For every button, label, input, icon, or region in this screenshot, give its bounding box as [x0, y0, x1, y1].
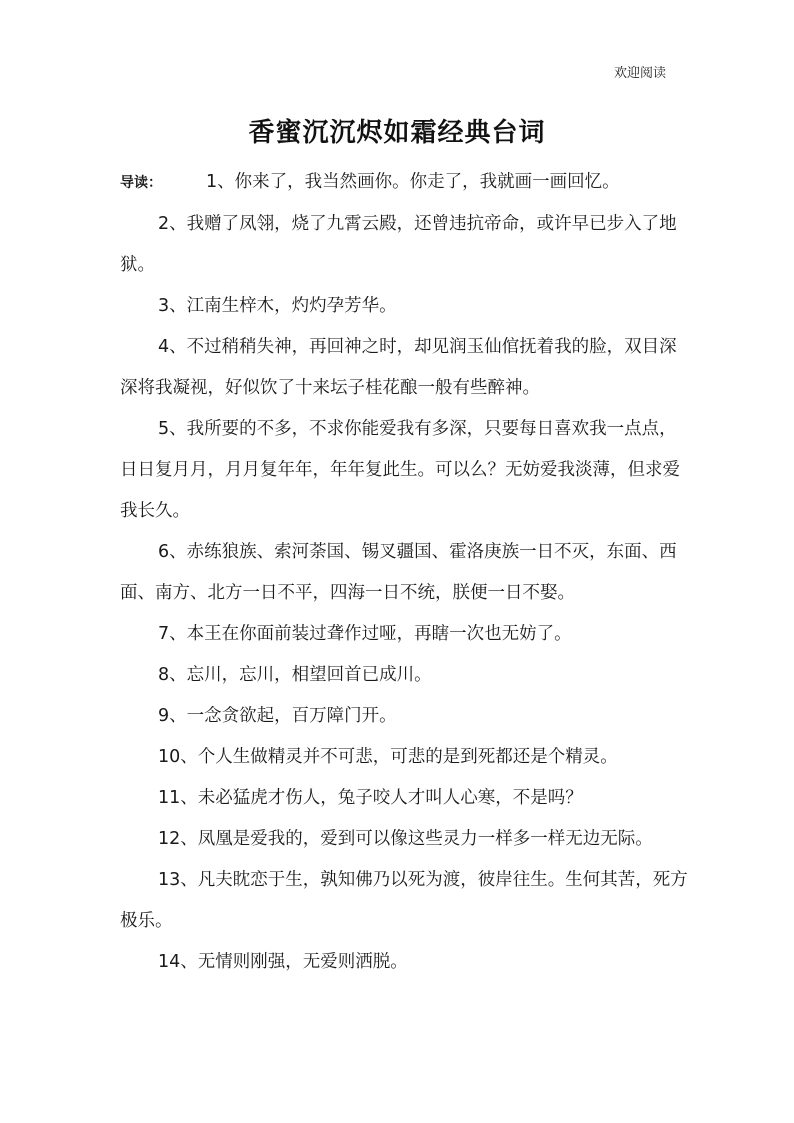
- quote-paragraph: 4、不过稍稍失神，再回神之时，却见润玉仙倌抚着我的脸，双目深深将我凝视，好似饮了十来坛子桂花酿一般有些醉神。: [120, 337, 677, 398]
- lead-line: 1、你来了，我当然画你。你走了，我就画一画回忆。: [206, 172, 620, 192]
- quote-paragraph: 2、我赠了凤翎，烧了九霄云殿，还曾违抗帝命，或许早已步入了地狱。: [120, 214, 677, 275]
- lead-paragraph: [120, 162, 688, 204]
- quote-paragraph: 8、忘川，忘川，相望回首已成川。: [158, 665, 432, 685]
- quote-paragraph: 13、凡夫眈恋于生，孰知佛乃以死为渡，彼岸往生。生何其苦，死方极乐。: [120, 870, 688, 931]
- quote-paragraph: 11、未必猛虎才伤人，兔子咬人才叫人心寒，不是吗？: [158, 788, 583, 808]
- quote-paragraph: 12、凤凰是爱我的，爱到可以像这些灵力一样多一样无边无际。: [158, 829, 653, 849]
- quote-paragraph: 6、赤练狼族、索河荼国、锡叉疆国、霍洛庚族一日不灭，东面、西面、南方、北方一日不平，四海一日不统，朕便一日不娶。: [120, 542, 677, 603]
- quote-paragraph: 5、我所要的不多，不求你能爱我有多深，只要每日喜欢我一点点，日日复月月，月月复年年，年年复此生。可以么？无妨爱我淡薄，但求爱我长久。: [120, 419, 680, 521]
- quote-paragraph: 3、江南生梓木，灼灼孕芳华。: [158, 296, 397, 316]
- page-title: 香蜜沉沉烬如霜经典台词: [248, 118, 546, 148]
- lead-label: 导读：: [120, 175, 162, 191]
- header-text: 欢迎阅读: [613, 66, 666, 81]
- quote-paragraph: 14、无情则刚强，无爱则洒脱。: [158, 952, 408, 972]
- quote-paragraph: 7、本王在你面前装过聋作过哑，再瞎一次也无妨了。: [158, 624, 572, 644]
- quote-paragraph: 9、一念贪欲起，百万障门开。: [158, 706, 397, 726]
- quote-paragraph: 10、个人生做精灵并不可悲，可悲的是到死都还是个精灵。: [158, 747, 618, 767]
- document-body: [120, 162, 688, 983]
